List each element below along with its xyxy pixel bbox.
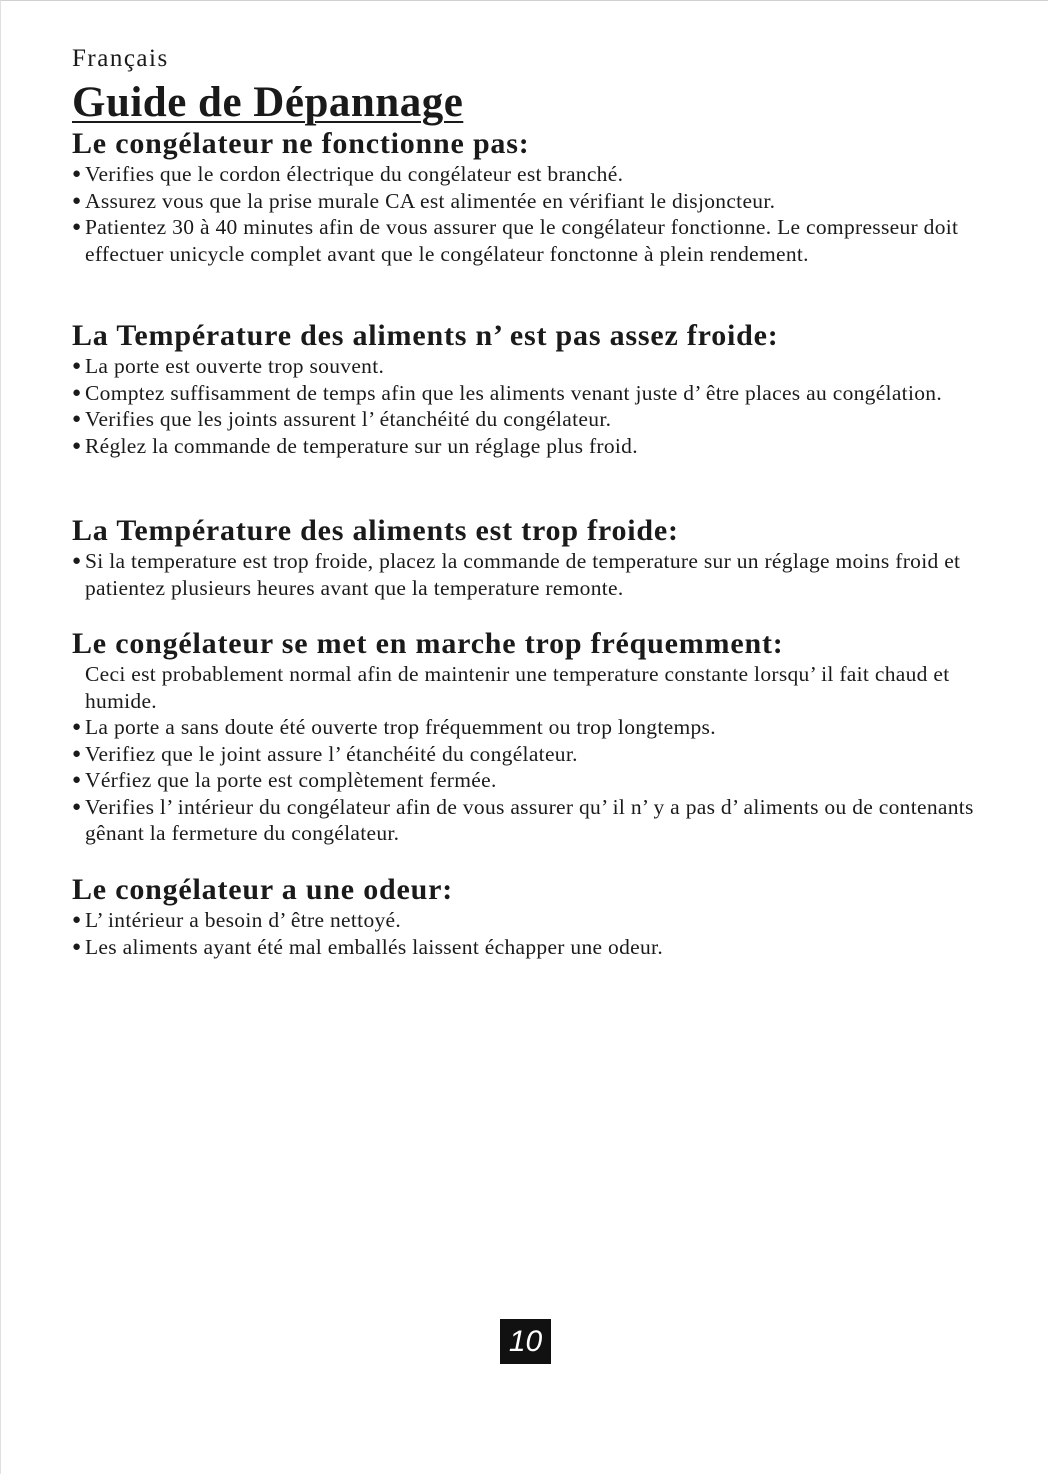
bullet-icon: ● <box>72 912 82 928</box>
list-item: ● Si la temperature est trop froide, placez la commande de temperature sur un réglage moins froid et patientez plusieurs heures avant que la temperature remonte. <box>72 549 961 600</box>
page-title: Guide de Dépannage <box>72 79 464 126</box>
section-heading: Le congélateur se met en marche trop fréquemment: <box>72 627 784 660</box>
list-item: ● Réglez la commande de temperature sur un réglage plus froid. <box>72 433 638 458</box>
bullet-icon: ● <box>72 192 82 209</box>
bullet-list <box>72 161 987 267</box>
bullet-icon: ● <box>72 358 82 374</box>
list-item: ● La porte est ouverte trop souvent. <box>72 354 385 378</box>
section-too-cold <box>72 514 987 601</box>
list-item: ● Verifiez que le joint assure l’ étanchéité du congélateur. <box>72 741 578 766</box>
section-runs-too-often <box>72 627 987 847</box>
bullet-icon: ● <box>72 798 82 815</box>
list-item: ● Les aliments ayant été mal emballés laissent échapper une odeur. <box>72 934 663 959</box>
bullet-list <box>72 714 987 847</box>
bullet-icon: ● <box>72 411 82 427</box>
bullet-icon: ● <box>72 553 82 569</box>
bullet-icon: ● <box>72 938 82 955</box>
section-heading: La Température des aliments n’ est pas assez froide: <box>72 319 779 352</box>
list-item: ● L’ intérieur a besoin d’ être nettoyé. <box>72 908 402 932</box>
bullet-list <box>72 353 987 459</box>
list-item: ● Patientez 30 à 40 minutes afin de vous assurer que le congélateur fonctionne. Le compresseur doit effectuer unicycle complet avant que le congélateur fonctonne à plein rendement. <box>72 215 959 266</box>
bullet-icon: ● <box>72 772 82 788</box>
bullet-list <box>72 907 987 960</box>
bullet-icon: ● <box>72 166 82 182</box>
bullet-icon: ● <box>72 719 82 735</box>
bullet-list <box>72 548 987 601</box>
bullet-icon: ● <box>72 384 82 401</box>
list-item: ● Verifies l’ intérieur du congélateur afin de vous assurer qu’ il n’ y a pas d’ aliments ou de contenants gênant la fermeture du congélateur. <box>72 794 974 845</box>
bullet-icon: ● <box>72 437 82 454</box>
list-item: ● Comptez suffisamment de temps afin que les aliments venant juste d’ être places au congélation. <box>72 380 942 405</box>
list-item: ● Verifies que le cordon électrique du congélateur est branché. <box>72 162 624 186</box>
list-item: ● Vérfiez que la porte est complètement fermée. <box>72 768 497 792</box>
bullet-icon: ● <box>72 219 82 235</box>
section-not-cold-enough <box>72 319 987 459</box>
section-heading: Le congélateur ne fonctionne pas: <box>72 127 530 160</box>
section-odor <box>72 873 987 960</box>
list-item: ● Assurez vous que la prise murale CA est alimentée en vérifiant le disjoncteur. <box>72 188 776 213</box>
section-not-working <box>72 127 987 267</box>
language-label: Français <box>72 45 169 72</box>
section-heading: Le congélateur a une odeur: <box>72 873 454 906</box>
section-heading: La Température des aliments est trop froide: <box>72 514 679 547</box>
list-item: ● Verifies que les joints assurent l’ étanchéité du congélateur. <box>72 407 612 431</box>
section-intro: Ceci est probablement normal afin de maintenir une temperature constante lorsqu’ il fait chaud et humide. <box>85 662 950 713</box>
list-item: ● La porte a sans doute été ouverte trop fréquemment ou trop longtemps. <box>72 715 716 739</box>
page-number: 10 <box>500 1319 551 1364</box>
bullet-icon: ● <box>72 745 82 762</box>
